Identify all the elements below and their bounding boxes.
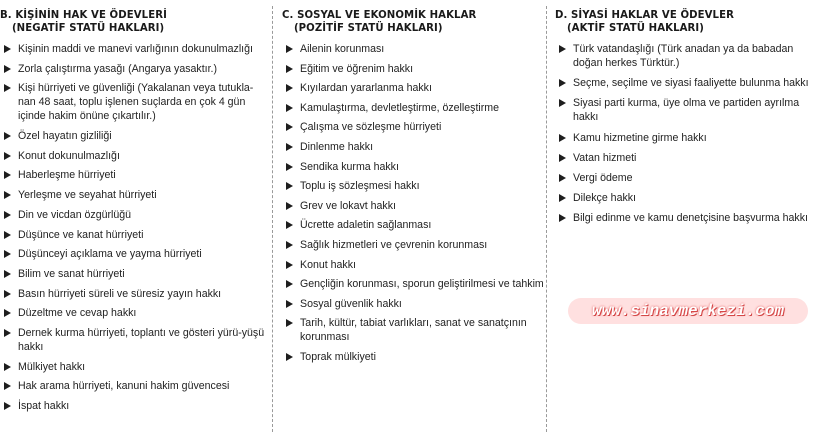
- list-item: Kişinin maddi ve manevi varlığının dokunulmazlığı: [0, 42, 268, 56]
- column-positive-status-rights: [282, 0, 544, 370]
- list-item: Haberleşme hürriyeti: [0, 168, 268, 182]
- list-item: Türk vatandaşlığı (Türk anadan ya da babadan doğan herkes Türktür.): [555, 42, 821, 70]
- list-item: Toprak mülkiyeti: [282, 350, 544, 364]
- heading-subtitle: (POZİTİF STATÜ HAKLARI): [293, 21, 443, 34]
- list-item: İspat hakkı: [0, 399, 268, 413]
- list-item: Konut dokunulmazlığı: [0, 149, 268, 163]
- list-item: Bilim ve sanat hürriyeti: [0, 267, 268, 281]
- list-item: Çalışma ve sözleşme hürriyeti: [282, 120, 544, 134]
- list-item: Düşünceyi açıklama ve yayma hürriyeti: [0, 247, 268, 261]
- heading-title: B. KİŞİNİN HAK VE ÖDEVLERİ: [0, 8, 167, 21]
- list-item: Vergi ödeme: [555, 171, 821, 185]
- list-item: Kişi hürriyeti ve güvenliği (Yakalanan veya tutukla-nan 48 saat, toplu işlenen suçlarda en çok 4 gün içinde hakim önüne çıkartılır.): [0, 81, 268, 123]
- list-item: Düzeltme ve cevap hakkı: [0, 306, 268, 320]
- list-item: Ailenin korunması: [282, 42, 544, 56]
- list-item: Gençliğin korunması, sporun geliştirilmesi ve tahkim: [282, 277, 544, 291]
- list-item: Vatan hizmeti: [555, 151, 821, 165]
- section-heading-d: [555, 8, 800, 38]
- list-item: Sendika kurma hakkı: [282, 160, 544, 174]
- list-item: Din ve vicdan özgürlüğü: [0, 208, 268, 222]
- column-divider: [546, 6, 547, 432]
- list-item: Tarih, kültür, tabiat varlıkları, sanat ve sanatçının korunması: [282, 316, 544, 344]
- list-item: Mülkiyet hakkı: [0, 360, 268, 374]
- list-item: Özel hayatın gizliliği: [0, 129, 268, 143]
- column-active-status-rights: [555, 0, 821, 232]
- heading-subtitle: (NEGATİF STATÜ HAKLARI): [11, 21, 165, 34]
- rights-list-d: [555, 42, 821, 225]
- list-item: Sağlık hizmetleri ve çevrenin korunması: [282, 238, 544, 252]
- list-item: Ücrette adaletin sağlanması: [282, 218, 544, 232]
- list-item: Konut hakkı: [282, 258, 544, 272]
- heading-title: C. SOSYAL VE EKONOMİK HAKLAR: [282, 8, 477, 21]
- list-item: Zorla çalıştırma yasağı (Angarya yasaktır.): [0, 62, 268, 76]
- column-divider: [272, 6, 273, 432]
- list-item: Seçme, seçilme ve siyasi faaliyette bulunma hakkı: [555, 76, 821, 90]
- section-heading-c: [282, 8, 523, 38]
- site-watermark: www.sinavmerkezi.com: [568, 298, 808, 324]
- section-heading-b: [0, 8, 247, 38]
- list-item: Bilgi edinme ve kamu denetçisine başvurma hakkı: [555, 211, 821, 225]
- list-item: Toplu iş sözleşmesi hakkı: [282, 179, 544, 193]
- heading-subtitle: (AKTİF STATÜ HAKLARI): [566, 21, 705, 34]
- list-item: Kamu hizmetine girme hakkı: [555, 131, 821, 145]
- list-item: Dilekçe hakkı: [555, 191, 821, 205]
- list-item: Grev ve lokavt hakkı: [282, 199, 544, 213]
- list-item: Eğitim ve öğrenim hakkı: [282, 62, 544, 76]
- rights-list-c: [282, 42, 544, 364]
- list-item: Sosyal güvenlik hakkı: [282, 297, 544, 311]
- list-item: Dinlenme hakkı: [282, 140, 544, 154]
- list-item: Düşünce ve kanat hürriyeti: [0, 228, 268, 242]
- column-negative-status-rights: [0, 0, 268, 419]
- list-item: Dernek kurma hürriyeti, toplantı ve gösteri yürü-yüşü hakkı: [0, 326, 268, 354]
- rights-list-b: [0, 42, 268, 413]
- list-item: Kıyılardan yararlanma hakkı: [282, 81, 544, 95]
- heading-title: D. SİYASİ HAKLAR VE ÖDEVLER: [555, 8, 734, 21]
- list-item: Yerleşme ve seyahat hürriyeti: [0, 188, 268, 202]
- list-item: Siyasi parti kurma, üye olma ve partiden ayrılma hakkı: [555, 96, 821, 124]
- list-item: Hak arama hürriyeti, kanuni hakim güvencesi: [0, 379, 268, 393]
- list-item: Basın hürriyeti süreli ve süresiz yayın hakkı: [0, 287, 268, 301]
- list-item: Kamulaştırma, devletleştirme, özelleştirme: [282, 101, 544, 115]
